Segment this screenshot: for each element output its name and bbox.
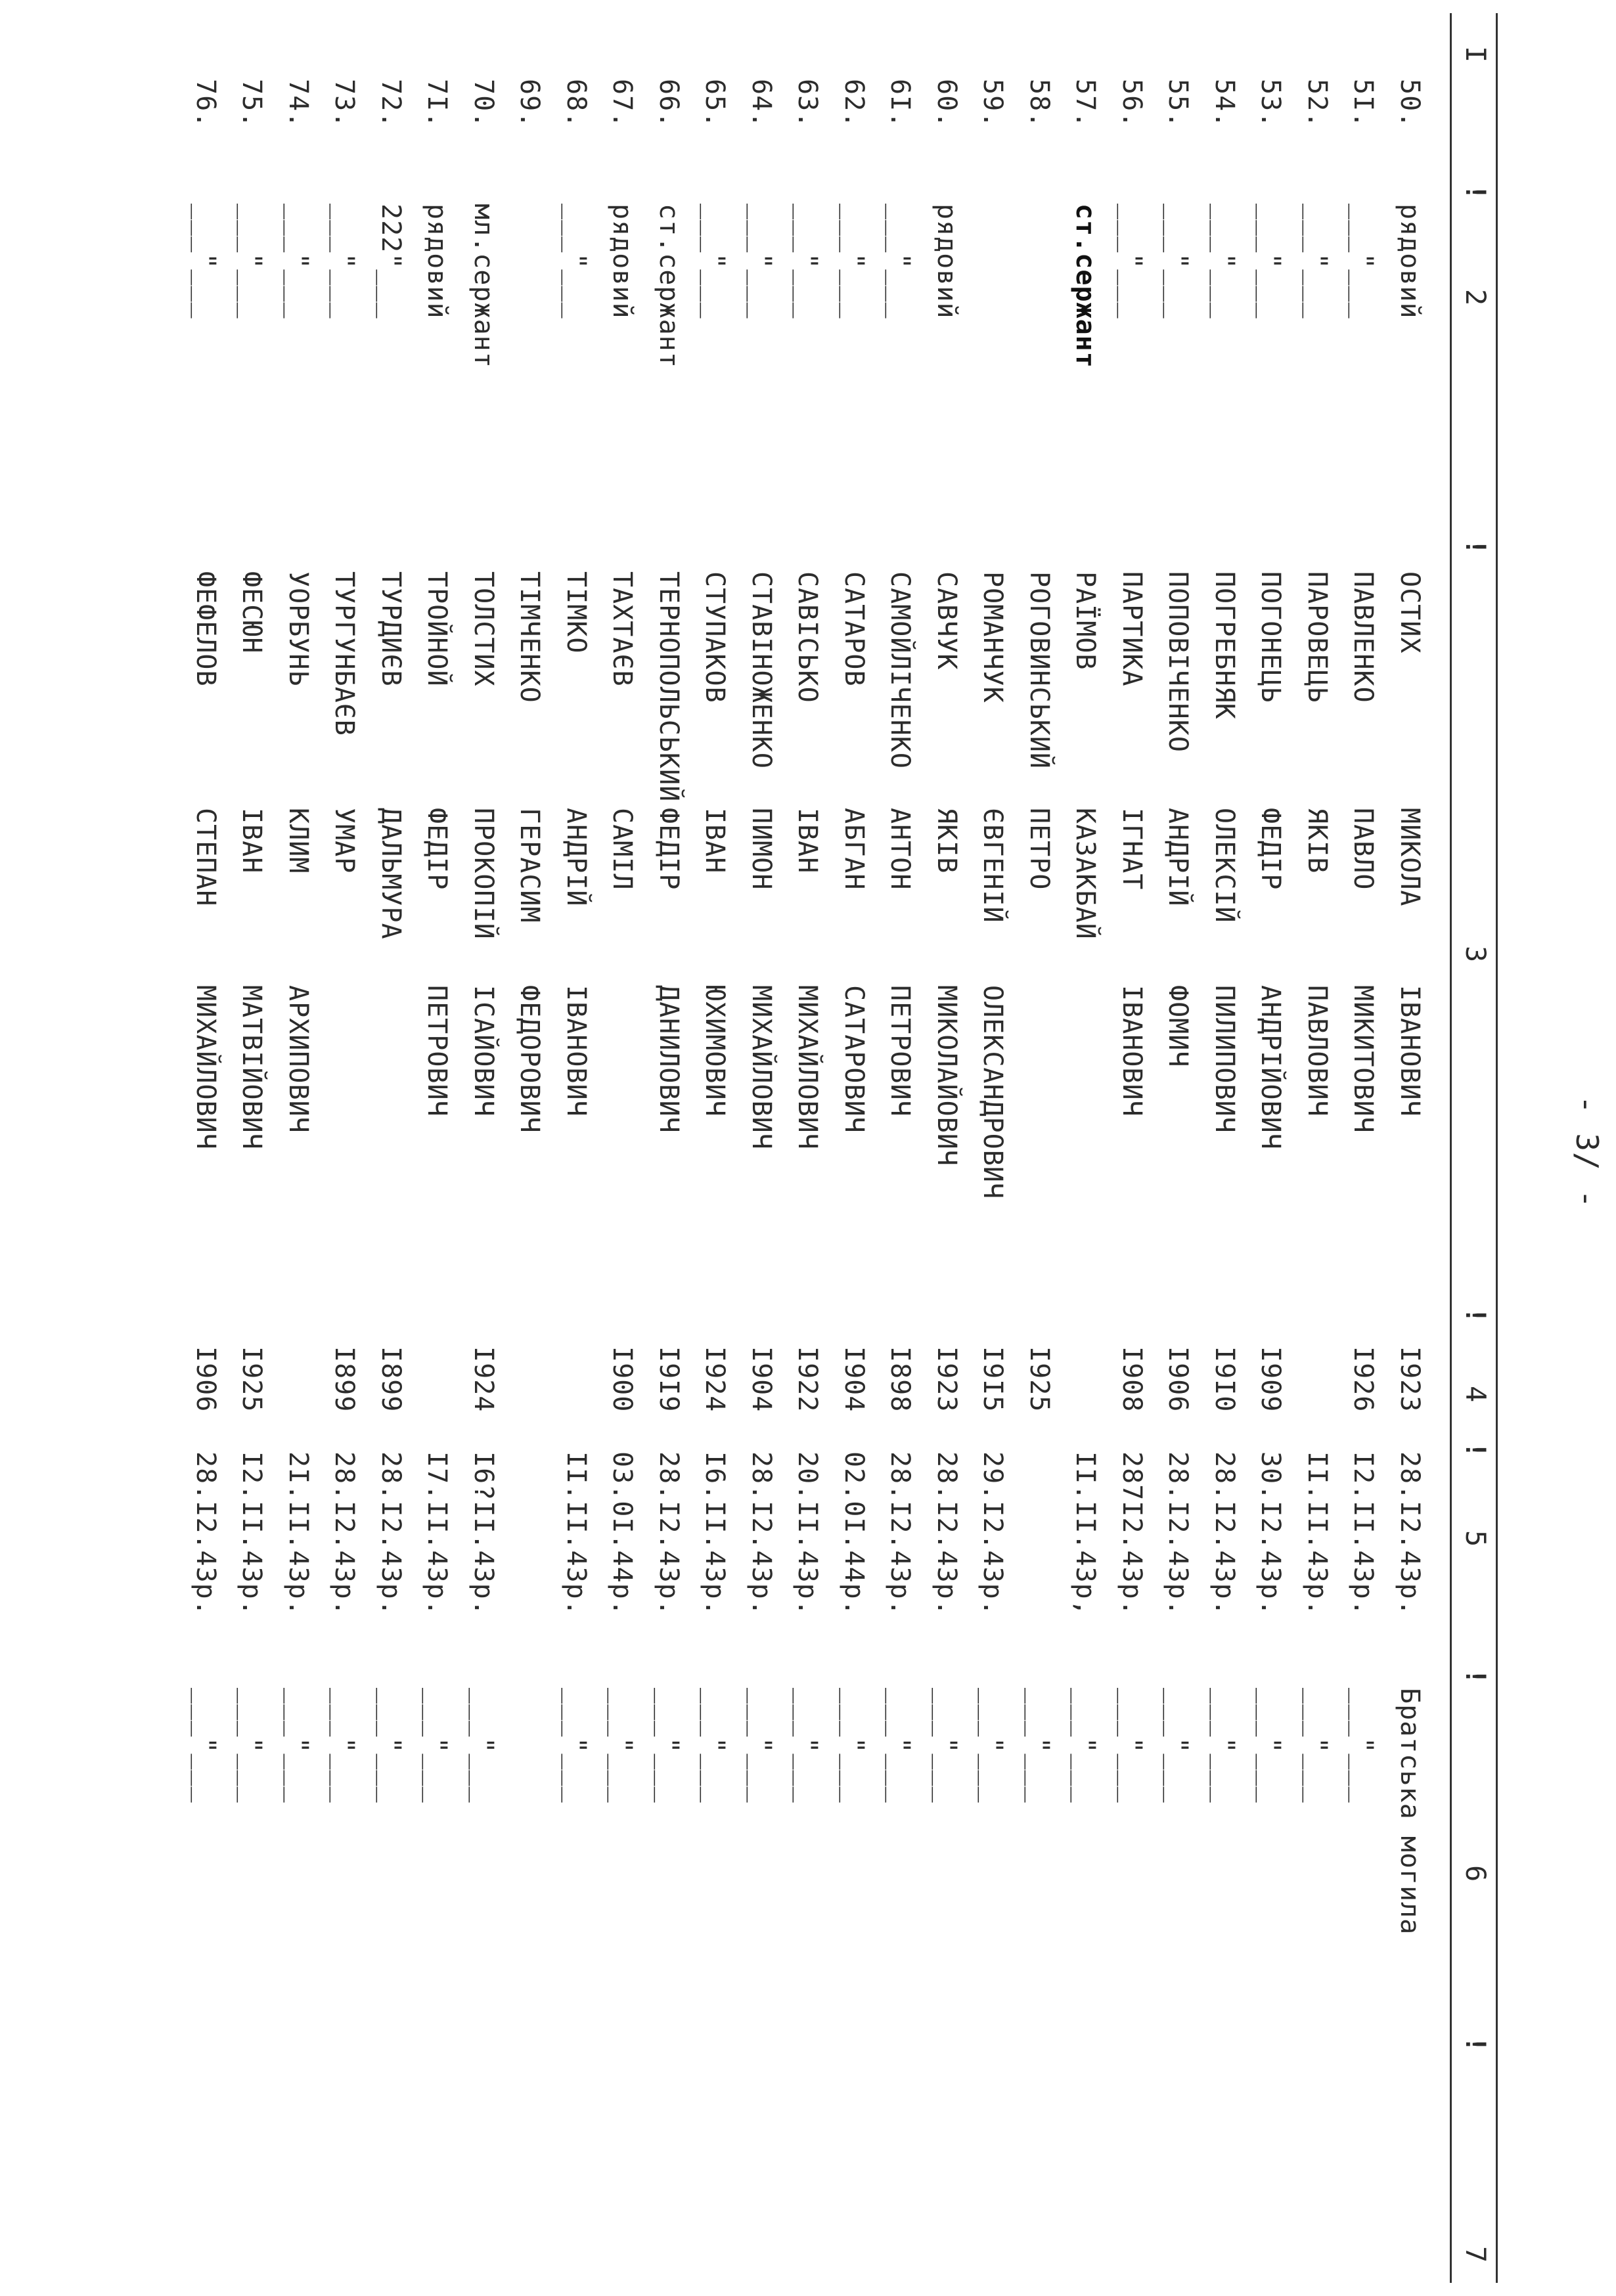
column-number-5: 5 <box>1460 1530 1492 1548</box>
column-separator: ! <box>1460 1307 1492 1325</box>
surname: ПОГРЕБНЯК <box>1209 571 1240 720</box>
patronymic: САТАРОВИЧ <box>839 985 869 1134</box>
patronymic: МИХАЙЛОВИЧ <box>191 985 221 1150</box>
burial-place: ___"___ <box>1209 1688 1240 1803</box>
row-number: 70. <box>468 79 499 129</box>
table-row <box>1009 0 1055 2296</box>
table-row <box>1102 0 1148 2296</box>
table-row <box>639 0 685 2296</box>
death-date: 28.І2.43р. <box>654 1451 684 1616</box>
table-row <box>824 0 870 2296</box>
burial-place: ___"___ <box>1163 1688 1194 1803</box>
burial-place: ___"___ <box>329 1688 360 1803</box>
given-name: ФЕДІР <box>1255 808 1286 891</box>
column-number-6: 6 <box>1460 1865 1492 1883</box>
table-row <box>407 0 453 2296</box>
given-name: УМАР <box>329 808 360 874</box>
table-row <box>778 0 824 2296</box>
birth-year: І904 <box>746 1346 776 1413</box>
birth-year: І9І5 <box>977 1346 1008 1413</box>
burial-place: ___"___ <box>700 1688 730 1803</box>
table-row <box>1287 0 1333 2296</box>
given-name: ІГНАТ <box>1117 808 1147 891</box>
military-rank: ст.сержант <box>1070 204 1101 368</box>
surname: ТІМКО <box>561 571 591 654</box>
given-name: КЛИМ <box>283 808 313 874</box>
military-rank: ___"___ <box>1302 204 1332 319</box>
surname: СТУПАКОВ <box>700 571 730 703</box>
burial-place: ___"___ <box>977 1688 1008 1803</box>
column-number-4: 4 <box>1460 1386 1492 1403</box>
patronymic: ПЕТРОВИЧ <box>885 985 916 1117</box>
military-rank: ___"___ <box>1255 204 1286 319</box>
burial-place: ___"___ <box>1024 1688 1054 1803</box>
military-rank: ___"___ <box>1348 204 1379 319</box>
military-rank: ___"___ <box>1117 204 1147 319</box>
column-number-3: 3 <box>1460 946 1492 963</box>
military-rank: ___"___ <box>1163 204 1194 319</box>
row-number: 63. <box>792 79 823 129</box>
burial-place: ___"___ <box>376 1688 406 1803</box>
patronymic: ПЕТРОВИЧ <box>422 985 453 1117</box>
given-name: ПИМОН <box>746 808 776 891</box>
surname: ТАХТАЄВ <box>607 571 638 687</box>
birth-year: І925 <box>236 1346 267 1413</box>
birth-year: І923 <box>1395 1346 1425 1413</box>
given-name: ПАВЛО <box>1348 808 1379 891</box>
column-separator: ! <box>1460 1442 1492 1459</box>
patronymic: МИХАЙЛОВИЧ <box>792 985 823 1150</box>
row-number: 60. <box>931 79 962 129</box>
death-date: 28.І2.43р. <box>1163 1451 1194 1616</box>
patronymic: АНДРІЙОВИЧ <box>1255 985 1286 1150</box>
military-rank: ___"___ <box>885 204 916 319</box>
row-number: 54. <box>1209 79 1240 129</box>
surname: ПАРОВЕЦЬ <box>1302 571 1332 703</box>
row-number: 65. <box>700 79 730 129</box>
row-number: 57. <box>1070 79 1101 129</box>
table-row <box>1056 0 1102 2296</box>
death-date: 28.І2.43р. <box>1209 1451 1240 1616</box>
row-number: 50. <box>1395 79 1425 129</box>
birth-year: І922 <box>792 1346 823 1413</box>
table-row <box>268 0 314 2296</box>
row-number: 68. <box>561 79 591 129</box>
patronymic: АРХИПОВИЧ <box>283 985 313 1134</box>
death-date: 28.І2.43р. <box>746 1451 776 1616</box>
death-date: 287І2.43р. <box>1117 1451 1147 1616</box>
birth-year: І9І0 <box>1209 1346 1240 1413</box>
burial-place: ___"___ <box>1348 1688 1379 1803</box>
row-number: 74. <box>283 79 313 129</box>
military-rank: ___"___ <box>792 204 823 319</box>
table-row <box>870 0 916 2296</box>
death-date: 28.І2.43р. <box>376 1451 406 1616</box>
patronymic: МАТВІЙОВИЧ <box>236 985 267 1150</box>
given-name: ЯКІВ <box>931 808 962 874</box>
column-separator: ! <box>1460 539 1492 556</box>
row-number: 59. <box>977 79 1008 129</box>
death-date: 03.0І.44р. <box>607 1451 638 1616</box>
table-row <box>1380 0 1425 2296</box>
birth-year: І906 <box>191 1346 221 1413</box>
burial-place: ___"___ <box>792 1688 823 1803</box>
birth-year: І909 <box>1255 1346 1286 1413</box>
death-date: ІІ.ІІ.43р, <box>1070 1451 1101 1616</box>
birth-year: І9І9 <box>654 1346 684 1413</box>
given-name: САМІЛ <box>607 808 638 891</box>
surname: САВІСЬКО <box>792 571 823 703</box>
page-number: - 3/ - <box>1569 1095 1605 1209</box>
birth-year: І923 <box>931 1346 962 1413</box>
surname: ПАВЛЕНКО <box>1348 571 1379 703</box>
surname: ФЕФЕЛОВ <box>191 571 221 687</box>
row-number: 53. <box>1255 79 1286 129</box>
burial-place: Братська могила <box>1395 1688 1425 1935</box>
military-rank: ___"___ <box>236 204 267 319</box>
given-name: МИКОЛА <box>1395 808 1425 907</box>
row-number: 76. <box>191 79 221 129</box>
table-top-rule <box>1496 13 1498 2283</box>
row-number: 55. <box>1163 79 1194 129</box>
patronymic: ПАВЛОВИЧ <box>1302 985 1332 1117</box>
given-name: ДАЛЬМУРА <box>376 808 406 940</box>
table-row <box>175 0 221 2296</box>
burial-place: ___"___ <box>1070 1688 1101 1803</box>
given-name: ПЕТРО <box>1024 808 1054 891</box>
military-rank: ___"___ <box>746 204 776 319</box>
birth-year: І899 <box>329 1346 360 1413</box>
military-rank: ___"___ <box>329 204 360 319</box>
row-number: 58. <box>1024 79 1054 129</box>
military-rank: рядовий <box>931 204 962 319</box>
table-row <box>963 0 1009 2296</box>
surname: САМОЙЛІЧЕНКО <box>885 571 916 769</box>
column-separator: ! <box>1460 1668 1492 1686</box>
burial-place: ___"___ <box>283 1688 313 1803</box>
birth-year: І906 <box>1163 1346 1194 1413</box>
birth-year: І900 <box>607 1346 638 1413</box>
military-rank: ___"___ <box>283 204 313 319</box>
given-name: ФЕДІР <box>422 808 453 891</box>
given-name: ЯКІВ <box>1302 808 1332 874</box>
patronymic: МИХАЙЛОВИЧ <box>746 985 776 1150</box>
table-row <box>1334 0 1380 2296</box>
patronymic: ФОМИЧ <box>1163 985 1194 1068</box>
row-number: 67. <box>607 79 638 129</box>
row-number: 52. <box>1302 79 1332 129</box>
burial-place: ___"___ <box>236 1688 267 1803</box>
table-row <box>453 0 499 2296</box>
death-date: І2.ІІ.43р. <box>1348 1451 1379 1616</box>
surname: РАЇМОВ <box>1070 571 1101 671</box>
table-row <box>593 0 639 2296</box>
birth-year: І926 <box>1348 1346 1379 1413</box>
surname: ТІМЧЕНКО <box>514 571 545 703</box>
row-number: 73. <box>329 79 360 129</box>
patronymic: ІВАНОВИЧ <box>1117 985 1147 1117</box>
row-number: 62. <box>839 79 869 129</box>
table-row <box>546 0 592 2296</box>
burial-place: ___"___ <box>885 1688 916 1803</box>
death-date: 02.0І.44р. <box>839 1451 869 1616</box>
surname: ОСТИХ <box>1395 571 1425 654</box>
surname: ТУРДИЄВ <box>376 571 406 687</box>
birth-year: І899 <box>376 1346 406 1413</box>
table-row <box>916 0 962 2296</box>
death-date: 30.І2.43р. <box>1255 1451 1286 1616</box>
table-row <box>315 0 361 2296</box>
birth-year: І898 <box>885 1346 916 1413</box>
military-rank: ___"___ <box>191 204 221 319</box>
column-separator: ! <box>1460 2036 1492 2054</box>
military-rank: мл.сержант <box>468 204 499 368</box>
patronymic: ЮХИМОВИЧ <box>700 985 730 1117</box>
burial-place: ___"___ <box>1302 1688 1332 1803</box>
burial-place: ___"___ <box>1255 1688 1286 1803</box>
burial-place: ___"___ <box>561 1688 591 1803</box>
death-date: 28.І2.43р. <box>885 1451 916 1616</box>
death-date: І7.ІІ.43р. <box>422 1451 453 1616</box>
surname: ТОЛСТИХ <box>468 571 499 687</box>
death-date: 28.І2.43р. <box>191 1451 221 1616</box>
military-rank: ___"___ <box>700 204 730 319</box>
surname: РОГОВИНСЬКИЙ <box>1024 571 1054 769</box>
burial-place: ___"___ <box>654 1688 684 1803</box>
table-row <box>1194 0 1240 2296</box>
burial-place: ___"___ <box>1117 1688 1147 1803</box>
given-name: ЄВГЕНІЙ <box>977 808 1008 923</box>
given-name: КАЗАКБАЙ <box>1070 808 1101 940</box>
given-name: АБГАН <box>839 808 869 891</box>
patronymic: ФЕДОРОВИЧ <box>514 985 545 1134</box>
burial-place: ___"___ <box>746 1688 776 1803</box>
table-row <box>1241 0 1287 2296</box>
patronymic: МИКИТОВИЧ <box>1348 985 1379 1134</box>
death-date: І6.ІІ.43р. <box>700 1451 730 1616</box>
surname: САТАРОВ <box>839 571 869 687</box>
table-header-rule <box>1450 13 1452 2283</box>
death-date: 20.ІІ.43р. <box>792 1451 823 1616</box>
table-row <box>1148 0 1194 2296</box>
surname: ТРОЙНОЙ <box>422 571 453 687</box>
patronymic: МИКОЛАЙОВИЧ <box>931 985 962 1166</box>
column-number-7: 7 <box>1460 2246 1492 2264</box>
patronymic: ДАНИЛОВИЧ <box>654 985 684 1134</box>
given-name: ІВАН <box>236 808 267 874</box>
given-name: ІВАН <box>792 808 823 874</box>
given-name: ПРОКОПІЙ <box>468 808 499 940</box>
row-number: 69. <box>514 79 545 129</box>
burial-place: ___"___ <box>422 1688 453 1803</box>
patronymic: ІВАНОВИЧ <box>1395 985 1425 1117</box>
given-name: СТЕПАН <box>191 808 221 907</box>
table-row <box>731 0 777 2296</box>
row-number: 72. <box>376 79 406 129</box>
given-name: АНДРІЙ <box>561 808 591 907</box>
surname: САВЧУК <box>931 571 962 671</box>
death-date: 28.І2.43р. <box>931 1451 962 1616</box>
row-number: 6І. <box>885 79 916 129</box>
birth-year: І904 <box>839 1346 869 1413</box>
burial-place: ___"___ <box>839 1688 869 1803</box>
table-row <box>222 0 268 2296</box>
surname: ФЕСЮН <box>236 571 267 654</box>
row-number: 66. <box>654 79 684 129</box>
military-rank: рядовий <box>607 204 638 319</box>
birth-year: І908 <box>1117 1346 1147 1413</box>
military-rank: ст.сержант <box>654 204 684 368</box>
surname: ТУРГУНБАЄВ <box>329 571 360 736</box>
military-rank: ___"___ <box>839 204 869 319</box>
row-number: 7І. <box>422 79 453 129</box>
burial-place: ___"___ <box>607 1688 638 1803</box>
death-date: І6?ІІ.43р. <box>468 1451 499 1616</box>
military-rank: ___"___ <box>1209 204 1240 319</box>
death-date: 2І.ІІ.43р. <box>283 1451 313 1616</box>
burial-place: ___"___ <box>468 1688 499 1803</box>
given-name: ІВАН <box>700 808 730 874</box>
patronymic: ІВАНОВИЧ <box>561 985 591 1117</box>
column-number-1: I <box>1460 46 1492 64</box>
birth-year: І925 <box>1024 1346 1054 1413</box>
burial-place: ___"___ <box>931 1688 962 1803</box>
row-number: 5І. <box>1348 79 1379 129</box>
military-rank: рядовий <box>1395 204 1425 319</box>
death-date: І2.ІІ.43р. <box>236 1451 267 1616</box>
patronymic: ПИЛИПОВИЧ <box>1209 985 1240 1134</box>
column-separator: ! <box>1460 184 1492 202</box>
military-rank: ___"___ <box>561 204 591 319</box>
patronymic: ОЛЕКСАНДРОВИЧ <box>977 985 1008 1200</box>
given-name: ФЕДІР <box>654 808 684 891</box>
death-date: ІІ.ІІ.43р. <box>1302 1451 1332 1616</box>
row-number: 75. <box>236 79 267 129</box>
surname: ТЕРНОПОЛЬСЬКИЙ <box>654 571 684 803</box>
burial-place: ___"___ <box>191 1688 221 1803</box>
table-row <box>361 0 407 2296</box>
death-date: 28.І2.43р. <box>1395 1451 1425 1616</box>
military-rank: 222"___ <box>376 204 406 319</box>
surname: СТАВІНОЖЕНКО <box>746 571 776 769</box>
death-date: 29.І2.43р. <box>977 1451 1008 1616</box>
military-rank: рядовий <box>422 204 453 319</box>
surname: УОРБУНЬ <box>283 571 313 687</box>
table-row <box>685 0 731 2296</box>
given-name: ГЕРАСИМ <box>514 808 545 923</box>
birth-year: І924 <box>700 1346 730 1413</box>
given-name: ОЛЕКСІЙ <box>1209 808 1240 923</box>
given-name: АНТОН <box>885 808 916 891</box>
death-date: 28.І2.43р. <box>329 1451 360 1616</box>
surname: ПАРТИКА <box>1117 571 1147 687</box>
column-number-2: 2 <box>1460 289 1492 307</box>
surname: ПОПОВІЧЕНКО <box>1163 571 1194 753</box>
surname: ПОГОНЕЦЬ <box>1255 571 1286 703</box>
patronymic: ІСАЙОВИЧ <box>468 985 499 1117</box>
given-name: АНДРІЙ <box>1163 808 1194 907</box>
row-number: 56. <box>1117 79 1147 129</box>
death-date: ІІ.ІІ.43р. <box>561 1451 591 1616</box>
row-number: 64. <box>746 79 776 129</box>
birth-year: І924 <box>468 1346 499 1413</box>
surname: РОМАНЧУК <box>977 571 1008 703</box>
table-row <box>500 0 546 2296</box>
